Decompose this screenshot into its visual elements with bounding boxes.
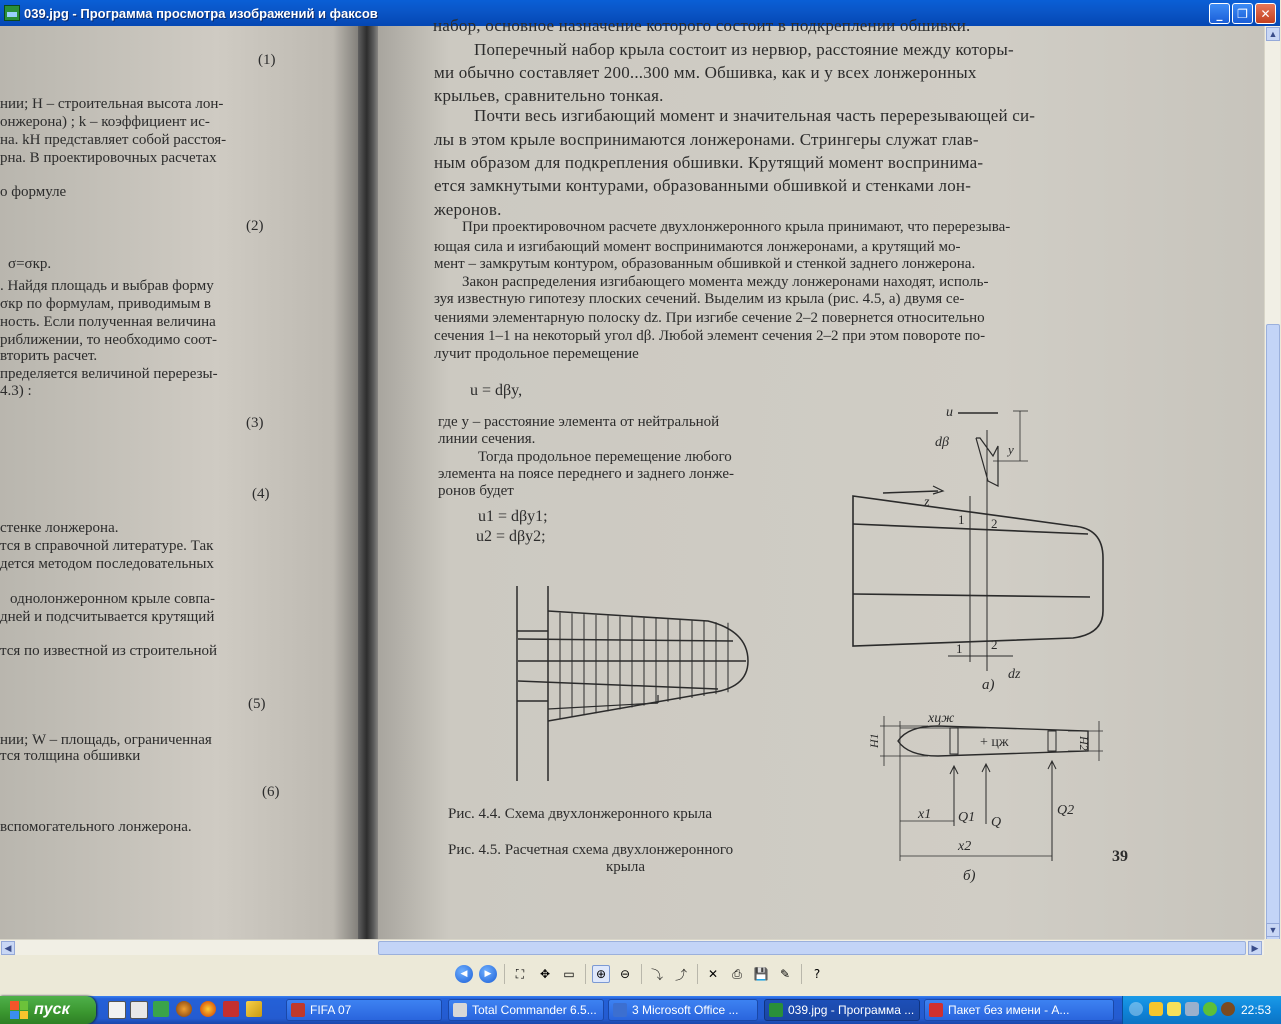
rotate-counterclockwise-button[interactable]: ⤴ <box>674 967 687 982</box>
left-page-line: дется методом последовательных <box>0 556 214 572</box>
zoom-in-button[interactable]: ⊕ <box>592 965 610 983</box>
label-section-2-top: 2 <box>991 516 998 531</box>
task-app-icon <box>291 1003 305 1017</box>
label-section-1-top: 1 <box>958 512 965 527</box>
zoom-out-button[interactable]: ⊖ <box>619 967 631 981</box>
left-page-line: рна. В проектировочных расчетах <box>0 150 217 166</box>
right-page-text-line: ным образом для подкрепления обшивки. Крутящий момент воспринима- <box>434 153 984 172</box>
actual-size-button[interactable]: ✥ <box>539 967 551 981</box>
label-xcg: xцж <box>928 711 955 726</box>
start-label: пуск <box>34 1001 70 1018</box>
label-a: а) <box>982 677 995 693</box>
right-page-text-line: Почти весь изгибающий момент и значительная часть перерезывающей си- <box>474 106 1036 125</box>
left-page-line: σкр по формулам, приводимым в <box>0 296 212 312</box>
label-q1: Q1 <box>958 810 976 825</box>
tray-icq-icon[interactable] <box>1203 1002 1217 1016</box>
left-page-line: σ=σкр. <box>8 256 52 272</box>
taskbar-button[interactable] <box>448 999 604 1021</box>
left-page-line: . Найдя площадь и выбрав форму <box>0 278 214 294</box>
side-text-line: элемента на поясе переднего и заднего лонже- <box>438 466 734 482</box>
delete-button[interactable]: ✕ <box>707 967 719 981</box>
label-x2: x2 <box>958 839 972 854</box>
clock: 22:53 <box>1241 1003 1272 1017</box>
rotate-clockwise-button[interactable]: ⤵ <box>650 967 663 982</box>
label-cg: + цж <box>980 735 1009 750</box>
horizontal-scroll-thumb[interactable] <box>378 941 1246 955</box>
taskbar-button[interactable] <box>924 999 1114 1021</box>
toolbar-separator <box>585 964 586 984</box>
help-button[interactable]: ? <box>813 967 821 981</box>
caption-figure-4-5-line1: Рис. 4.5. Расчетная схема двухлонжеронного <box>448 842 734 858</box>
right-page-text-line: зуя известную гипотезу плоских сечений. Выделим из крыла (рис. 4.5, а) двумя се- <box>434 291 965 307</box>
scroll-down-arrow[interactable]: ▼ <box>1266 923 1280 937</box>
windows-logo-icon <box>10 1001 28 1019</box>
right-page-text-line: ми обычно составляет 200...300 мм. Обшивка, как и у всех лонжеронных <box>434 63 977 82</box>
taskbar <box>0 996 1280 1024</box>
minimize-button[interactable]: _ <box>1209 3 1230 24</box>
task-label: FIFA 07 <box>310 1003 352 1017</box>
viewer-toolbar <box>0 955 1280 996</box>
label-q2: Q2 <box>1057 803 1075 818</box>
close-button[interactable]: ✕ <box>1255 3 1276 24</box>
tray-expand-icon[interactable] <box>1129 1002 1143 1016</box>
label-section-2-bottom: 2 <box>991 637 998 652</box>
side-text-line: Тогда продольное перемещение любого <box>478 449 732 465</box>
label-b: б) <box>963 868 976 884</box>
left-page-line: (5) <box>248 696 266 712</box>
left-page-line: стенке лонжерона. <box>0 520 119 536</box>
label-x1: x1 <box>918 807 932 822</box>
left-page-line: на. kH представляет собой расстоя- <box>0 132 227 148</box>
show-desktop-icon[interactable] <box>108 1001 126 1019</box>
label-y: y <box>1008 442 1014 457</box>
side-text-line: линии сечения. <box>438 431 536 447</box>
taskbar-button[interactable] <box>608 999 758 1021</box>
figure-4-4-wing-scheme <box>508 581 768 786</box>
taskbar-button[interactable] <box>286 999 442 1021</box>
vertical-scrollbar[interactable] <box>1264 26 1280 939</box>
toolbar-separator <box>641 964 642 984</box>
scroll-up-arrow[interactable]: ▲ <box>1266 27 1280 41</box>
tray-app-icon[interactable] <box>1149 1002 1163 1016</box>
right-page-text-line: При проектировочном расчете двухлонжеронного крыла принимают, что перерезыва- <box>462 219 1011 235</box>
system-tray <box>1122 996 1281 1024</box>
window-title: 039.jpg - Программа просмотра изображений и факсов <box>24 5 378 21</box>
taskbar-button[interactable] <box>764 999 920 1021</box>
left-page-line: 4.3) : <box>0 383 32 399</box>
left-page-line: риближении, то необходимо соот- <box>0 332 217 348</box>
right-page-text-line: набор, основное назначение которого состоит в подкреплении обшивки. <box>433 16 971 35</box>
left-page-line: вторить расчет. <box>0 348 98 364</box>
label-dbeta: dβ <box>935 435 949 450</box>
side-text-line: ронов будет <box>438 483 514 499</box>
left-page-line: дней и подсчитывается крутящий <box>0 609 215 625</box>
horizontal-scrollbar[interactable] <box>0 939 1264 955</box>
task-label: 3 Microsoft Office ... <box>632 1003 739 1017</box>
left-page-line: тся по известной из строительной <box>0 643 218 659</box>
side-text-line: где y – расстояние элемента от нейтральной <box>438 414 720 430</box>
right-book-page <box>378 16 1264 939</box>
task-label: Total Commander 6.5... <box>472 1003 597 1017</box>
window-controls <box>1209 3 1276 24</box>
save-button[interactable]: 💾 <box>753 967 769 981</box>
start-button[interactable] <box>0 996 96 1024</box>
left-page-line: тся толщина обшивки <box>0 748 141 764</box>
right-page-text-line: чениями элементарную полоску dz. При изгибе сечение 2–2 повернется относительно <box>434 310 985 326</box>
toolbar-separator <box>697 964 698 984</box>
right-page-text-line: мент – замкрутым контуром, образованным обшивкой и стенкой заднего лонжерона. <box>434 256 976 272</box>
right-page-text-line: ется замкнутыми контурами, образованными обшивкой и стенками лон- <box>434 176 972 195</box>
folder-tool-icon[interactable] <box>246 1001 262 1017</box>
media-player-icon[interactable] <box>176 1001 192 1017</box>
scroll-right-arrow[interactable]: ▶ <box>1248 941 1262 955</box>
vertical-scroll-thumb[interactable] <box>1266 324 1280 944</box>
label-u: u <box>946 405 953 420</box>
tray-player-icon[interactable] <box>1221 1002 1235 1016</box>
formula-u: u = dβy, <box>470 382 523 399</box>
right-page-text-line: лы в этом крыле воспринимаются лонжеронами. Стрингеры служат глав- <box>434 130 979 149</box>
task-label: 039.jpg - Программа ... <box>788 1003 915 1017</box>
right-page-text-line: крыльев, сравнительно тонкая. <box>434 86 664 105</box>
right-page-text-line: сечения 1–1 на некоторый угол dβ. Любой элемент сечения 2–2 при этом повороте по- <box>434 328 986 344</box>
left-book-page <box>0 26 362 939</box>
formula-u1: u1 = dβy1; <box>478 508 548 525</box>
right-page-text-line: жеронов. <box>434 200 502 219</box>
label-z: z <box>924 495 930 510</box>
scroll-left-arrow[interactable]: ◀ <box>1 941 15 955</box>
left-page-line: пределяется величиной перерезы- <box>0 366 218 382</box>
left-page-line: ность. Если полученная величина <box>0 314 216 330</box>
label-dz: dz <box>1008 667 1021 682</box>
best-fit-button[interactable]: ⛶ <box>515 966 525 981</box>
left-page-line: вспомогательного лонжерона. <box>0 819 192 835</box>
right-page-text-line: ющая сила и изгибающий момент воспринимаются лонжеронами, а крутящий мо- <box>434 239 961 255</box>
edit-button[interactable]: ✎ <box>779 967 791 981</box>
figure-4-5b-cross-section <box>858 686 1113 886</box>
window-icon[interactable] <box>130 1001 148 1019</box>
task-label: Пакет без имени - A... <box>948 1003 1070 1017</box>
right-page-text-line: лучит продольное перемещение <box>434 346 639 362</box>
right-page-text-line: Закон распределения изгибающего момента между лонжеронами находят, исполь- <box>462 274 989 290</box>
left-page-line: нии; Н – строительная высота лон- <box>0 96 224 112</box>
task-app-icon <box>769 1003 783 1017</box>
save-disk-icon[interactable] <box>223 1001 239 1017</box>
left-page-line: нии; W – площадь, ограниченная <box>0 732 212 748</box>
left-page-line: о формуле <box>0 184 67 200</box>
print-button[interactable]: ⎙ <box>732 966 742 981</box>
left-page-line: (6) <box>262 784 280 800</box>
left-page-line: однолонжеронном крыле совпа- <box>10 591 216 607</box>
right-page-text-line: Поперечный набор крыла состоит из нервюр, расстояние между которы- <box>474 40 1014 59</box>
label-section-1-bottom: 1 <box>956 641 963 656</box>
browser-icon[interactable] <box>200 1001 216 1017</box>
left-page-line: (1) <box>258 52 276 68</box>
quicklaunch-arrow-icon[interactable] <box>153 1001 169 1017</box>
task-app-icon <box>613 1003 627 1017</box>
label-h1: H1 <box>867 733 881 748</box>
slideshow-button[interactable]: ▭ <box>563 967 575 981</box>
task-app-icon <box>453 1003 467 1017</box>
tray-tool-icon[interactable] <box>1167 1002 1181 1016</box>
left-page-line: (4) <box>252 486 270 502</box>
image-display-area[interactable] <box>0 16 1264 939</box>
tray-network-icon[interactable] <box>1185 1002 1199 1016</box>
image-viewer-icon <box>4 5 20 21</box>
caption-figure-4-5-line2: крыла <box>606 859 646 875</box>
left-page-line: (2) <box>246 218 264 234</box>
formula-u2: u2 = dβy2; <box>476 528 546 545</box>
scrollbar-corner <box>1264 939 1280 955</box>
toolbar-separator <box>801 964 802 984</box>
page-number: 39 <box>1112 848 1128 865</box>
next-image-button[interactable]: ▶ <box>479 965 497 983</box>
left-page-line: онжерона) ; k – коэффициент ис- <box>0 114 210 130</box>
previous-image-button[interactable]: ◀ <box>455 965 473 983</box>
label-h2: H2 <box>1077 736 1091 751</box>
left-page-line: (3) <box>246 415 264 431</box>
book-spine <box>358 26 380 939</box>
task-app-icon <box>929 1003 943 1017</box>
caption-figure-4-4: Рис. 4.4. Схема двухлонжеронного крыла <box>448 806 712 822</box>
maximize-button[interactable]: ❐ <box>1232 3 1253 24</box>
toolbar-separator <box>504 964 505 984</box>
label-q: Q <box>991 815 1002 830</box>
figure-4-5a-strip-section <box>848 376 1138 696</box>
left-page-line: тся в справочной литературе. Так <box>0 538 214 554</box>
